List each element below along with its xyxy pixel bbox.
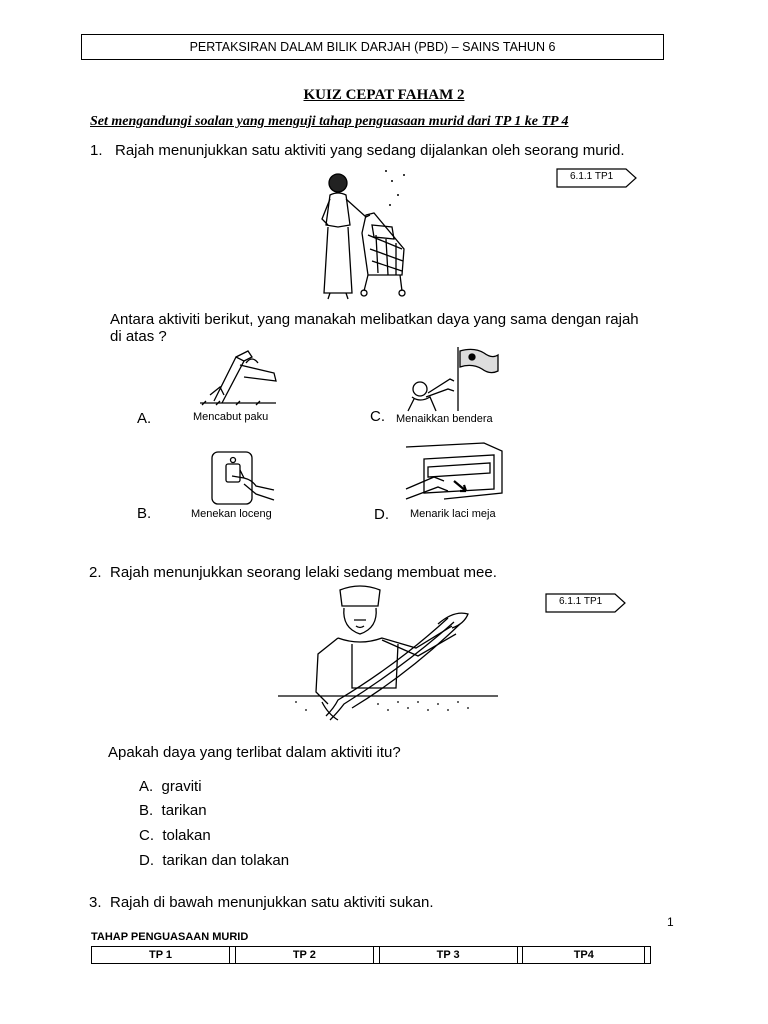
q2-option-a[interactable] bbox=[139, 778, 202, 795]
q1-option-b-caption: Menekan loceng bbox=[191, 508, 272, 520]
level-tp3-label: TP 3 bbox=[379, 947, 517, 964]
pressing-bell-image bbox=[210, 450, 276, 506]
mastery-level-label: TAHAP PENGUASAAN MURID bbox=[91, 931, 249, 943]
table-row bbox=[92, 947, 651, 964]
man-making-noodles-image bbox=[278, 584, 500, 726]
q2-prompt: Apakah daya yang terlibat dalam aktiviti itu? bbox=[108, 744, 401, 761]
q2-option-c[interactable] bbox=[139, 827, 211, 844]
q1-tag-label: 6.1.1 TP1 bbox=[570, 171, 614, 182]
q2-tag-label: 6.1.1 TP1 bbox=[559, 596, 603, 607]
header-box bbox=[81, 34, 664, 60]
q1-option-c-caption: Menaikkan bendera bbox=[396, 413, 493, 425]
level-tp1-label: TP 1 bbox=[92, 947, 230, 964]
q1-text: Rajah menunjukkan satu aktiviti yang sedang dijalankan oleh seorang murid. bbox=[115, 142, 625, 159]
pulling-drawer-image bbox=[404, 441, 504, 505]
q2-option-b-letter: B. bbox=[139, 802, 154, 819]
q1-option-b-letter[interactable]: B. bbox=[137, 505, 152, 522]
quiz-title: KUIZ CEPAT FAHAM 2 bbox=[303, 87, 465, 103]
q1-option-a-letter[interactable]: A. bbox=[137, 410, 152, 427]
q2-option-c-letter: C. bbox=[139, 827, 154, 844]
level-tp2-label: TP 2 bbox=[235, 947, 373, 964]
pulling-nail-image bbox=[196, 343, 280, 409]
q2-text: Rajah menunjukkan seorang lelaki sedang membuat mee. bbox=[110, 564, 497, 581]
q3-text: Rajah di bawah menunjukkan satu aktiviti sukan. bbox=[110, 894, 434, 911]
raising-flag-image bbox=[404, 345, 500, 413]
q2-number: 2. bbox=[89, 564, 102, 581]
quiz-subtitle: Set mengandungi soalan yang menguji tahap penguasaan murid dari TP 1 ke TP 4 bbox=[90, 114, 569, 129]
q1-option-c-letter[interactable]: C. bbox=[370, 408, 385, 425]
q2-option-c-text: tolakan bbox=[162, 827, 211, 844]
level-tp4-label: TP4 bbox=[523, 947, 645, 964]
q2-option-b-text: tarikan bbox=[161, 802, 207, 819]
q2-option-d-letter: D. bbox=[139, 852, 154, 869]
page-number: 1 bbox=[667, 915, 674, 929]
q2-tag bbox=[545, 592, 627, 614]
q2-option-b[interactable] bbox=[139, 802, 207, 819]
q1-prompt-line2: di atas ? bbox=[110, 328, 167, 345]
header-title: PERTAKSIRAN DALAM BILIK DARJAH (PBD) – SAINS TAHUN 6 bbox=[189, 40, 556, 54]
q1-number: 1. bbox=[90, 142, 103, 159]
q3-number: 3. bbox=[89, 894, 102, 911]
q1-prompt-line1: Antara aktiviti berikut, yang manakah melibatkan daya yang sama dengan rajah bbox=[110, 311, 639, 328]
q1-option-a-caption: Mencabut paku bbox=[193, 411, 269, 423]
level-tp4-box[interactable] bbox=[645, 947, 651, 964]
q2-option-d[interactable] bbox=[139, 852, 289, 869]
woman-pushing-trolley-image bbox=[308, 165, 418, 305]
q2-option-a-letter: A. bbox=[139, 778, 154, 795]
mastery-level-table bbox=[91, 946, 651, 964]
q2-option-d-text: tarikan dan tolakan bbox=[162, 852, 290, 869]
q1-tag bbox=[556, 167, 638, 189]
q1-option-d-letter[interactable]: D. bbox=[374, 506, 389, 523]
q2-option-a-text: graviti bbox=[161, 778, 202, 795]
q1-option-d-caption: Menarik laci meja bbox=[410, 508, 496, 520]
